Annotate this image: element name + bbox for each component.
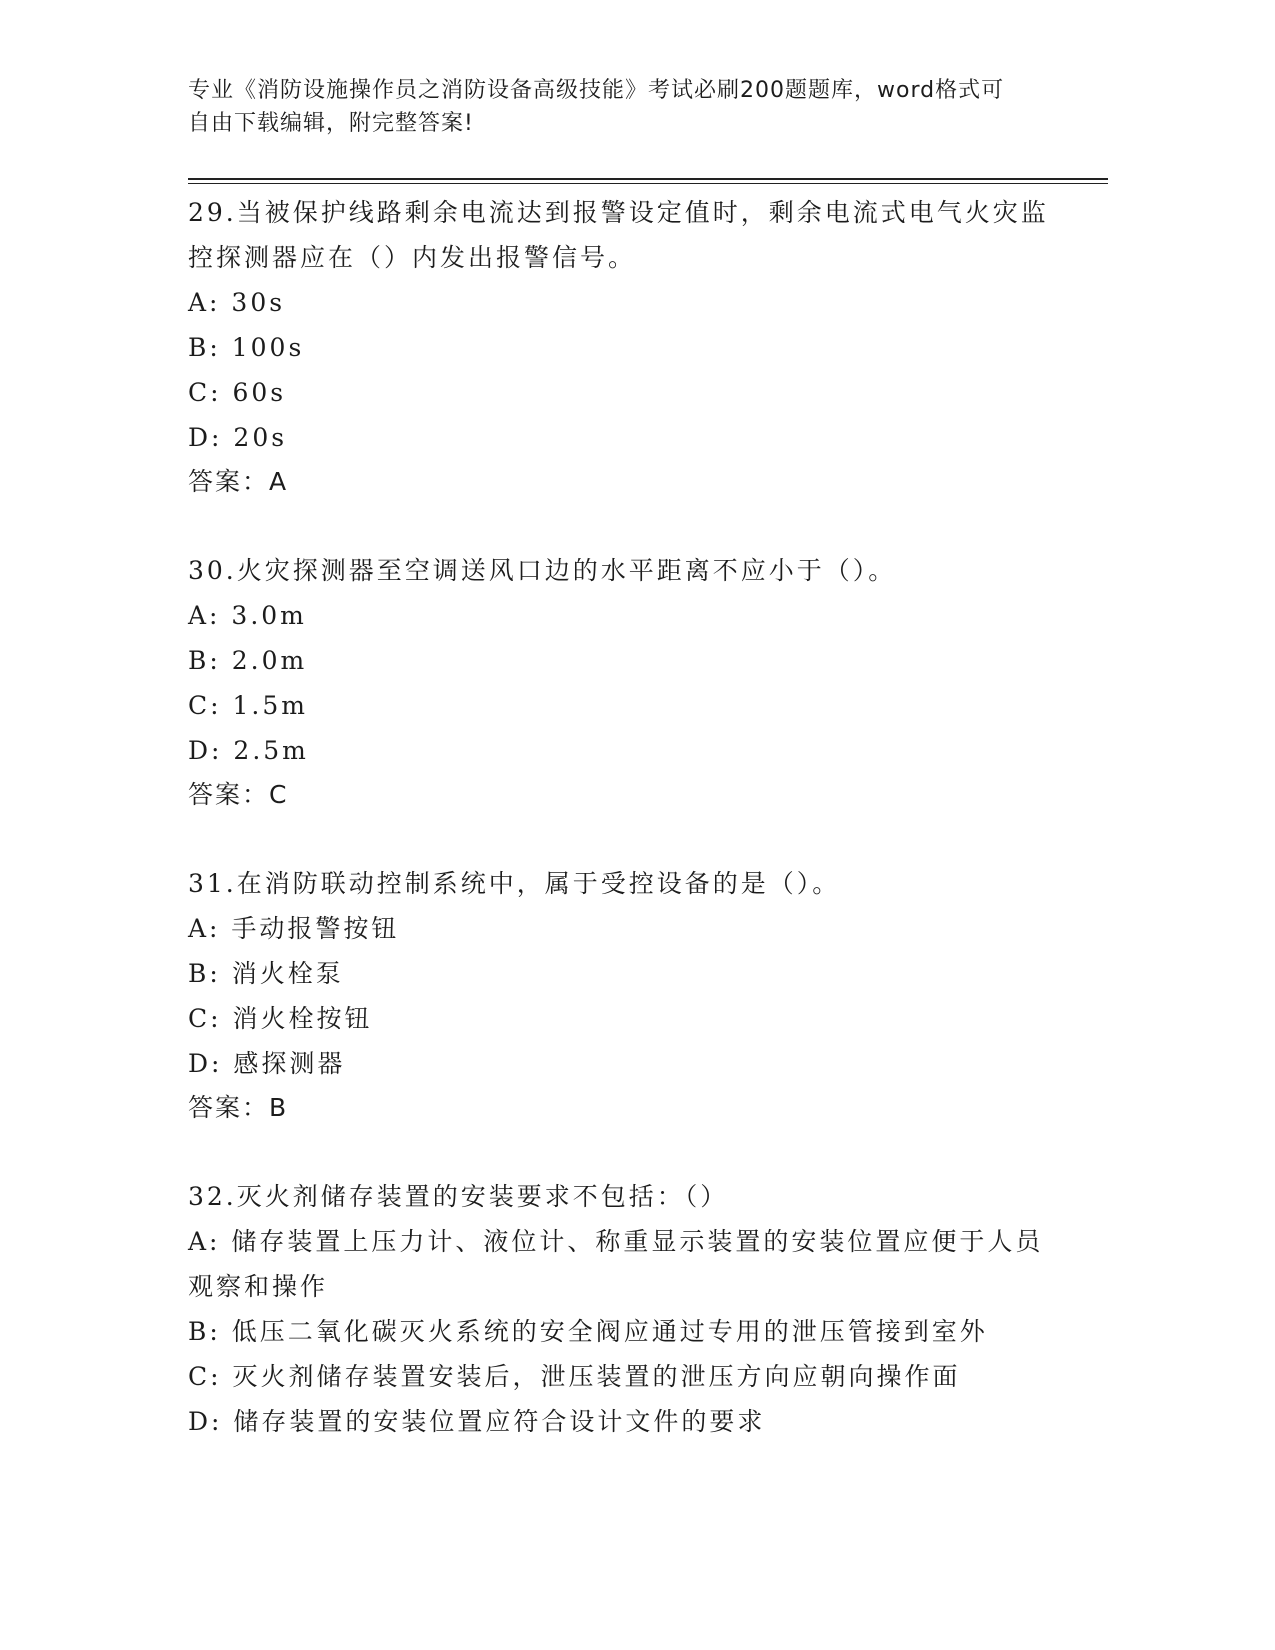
question-30 (188, 548, 1088, 816)
spacer (188, 1129, 1088, 1174)
question-text: 31.在消防联动控制系统中，属于受控设备的是（）。 (188, 869, 841, 898)
header-line-1: 专业《消防设施操作员之消防设备高级技能》考试必刷200题题库，word格式可 (188, 78, 1005, 103)
option-d: D: 储存装置的安装位置应符合设计文件的要求 (188, 1407, 766, 1436)
header-line-2: 自由下载编辑，附完整答案! (188, 111, 474, 136)
option-c: C: 灭火剂储存装置安装后，泄压装置的泄压方向应朝向操作面 (188, 1362, 961, 1391)
header-divider-thin (188, 183, 1108, 184)
option-c: C: 消火栓按钮 (188, 1004, 373, 1033)
spacer (188, 503, 1088, 548)
spacer (188, 816, 1088, 861)
answer-label: 答案：B (188, 1093, 289, 1122)
answer-label: 答案：A (188, 467, 289, 496)
option-c: C: 60s (188, 378, 287, 407)
document-header (188, 74, 1088, 140)
option-d: D: 20s (188, 423, 288, 452)
answer-label: 答案：C (188, 780, 289, 809)
header-divider-thick (188, 178, 1108, 180)
option-a: A: 储存装置上压力计、液位计、称重显示装置的安装位置应便于人员 (188, 1227, 1044, 1256)
option-b: B: 100s (188, 333, 305, 362)
option-a: A: 30s (188, 288, 286, 317)
option-b: B: 低压二氧化碳灭火系统的安全阀应通过专用的泄压管接到室外 (188, 1317, 988, 1346)
question-text: 30.火灾探测器至空调送风口边的水平距离不应小于（）。 (188, 556, 897, 585)
question-31 (188, 861, 1088, 1129)
option-a-continued: 观察和操作 (188, 1272, 329, 1301)
question-list (188, 190, 1088, 1444)
question-text: 控探测器应在（）内发出报警信号。 (188, 243, 637, 272)
option-d: D: 感探测器 (188, 1049, 346, 1078)
option-b: B: 消火栓泵 (188, 959, 344, 988)
question-text: 32.灭火剂储存装置的安装要求不包括：（） (188, 1182, 729, 1211)
option-a: A: 手动报警按钮 (188, 914, 400, 943)
question-29 (188, 190, 1088, 503)
question-text: 29.当被保护线路剩余电流达到报警设定值时，剩余电流式电气火灾监 (188, 198, 1049, 227)
option-a: A: 3.0m (188, 601, 307, 630)
option-c: C: 1.5m (188, 691, 308, 720)
option-b: B: 2.0m (188, 646, 308, 675)
question-32 (188, 1174, 1088, 1444)
option-d: D: 2.5m (188, 736, 309, 765)
